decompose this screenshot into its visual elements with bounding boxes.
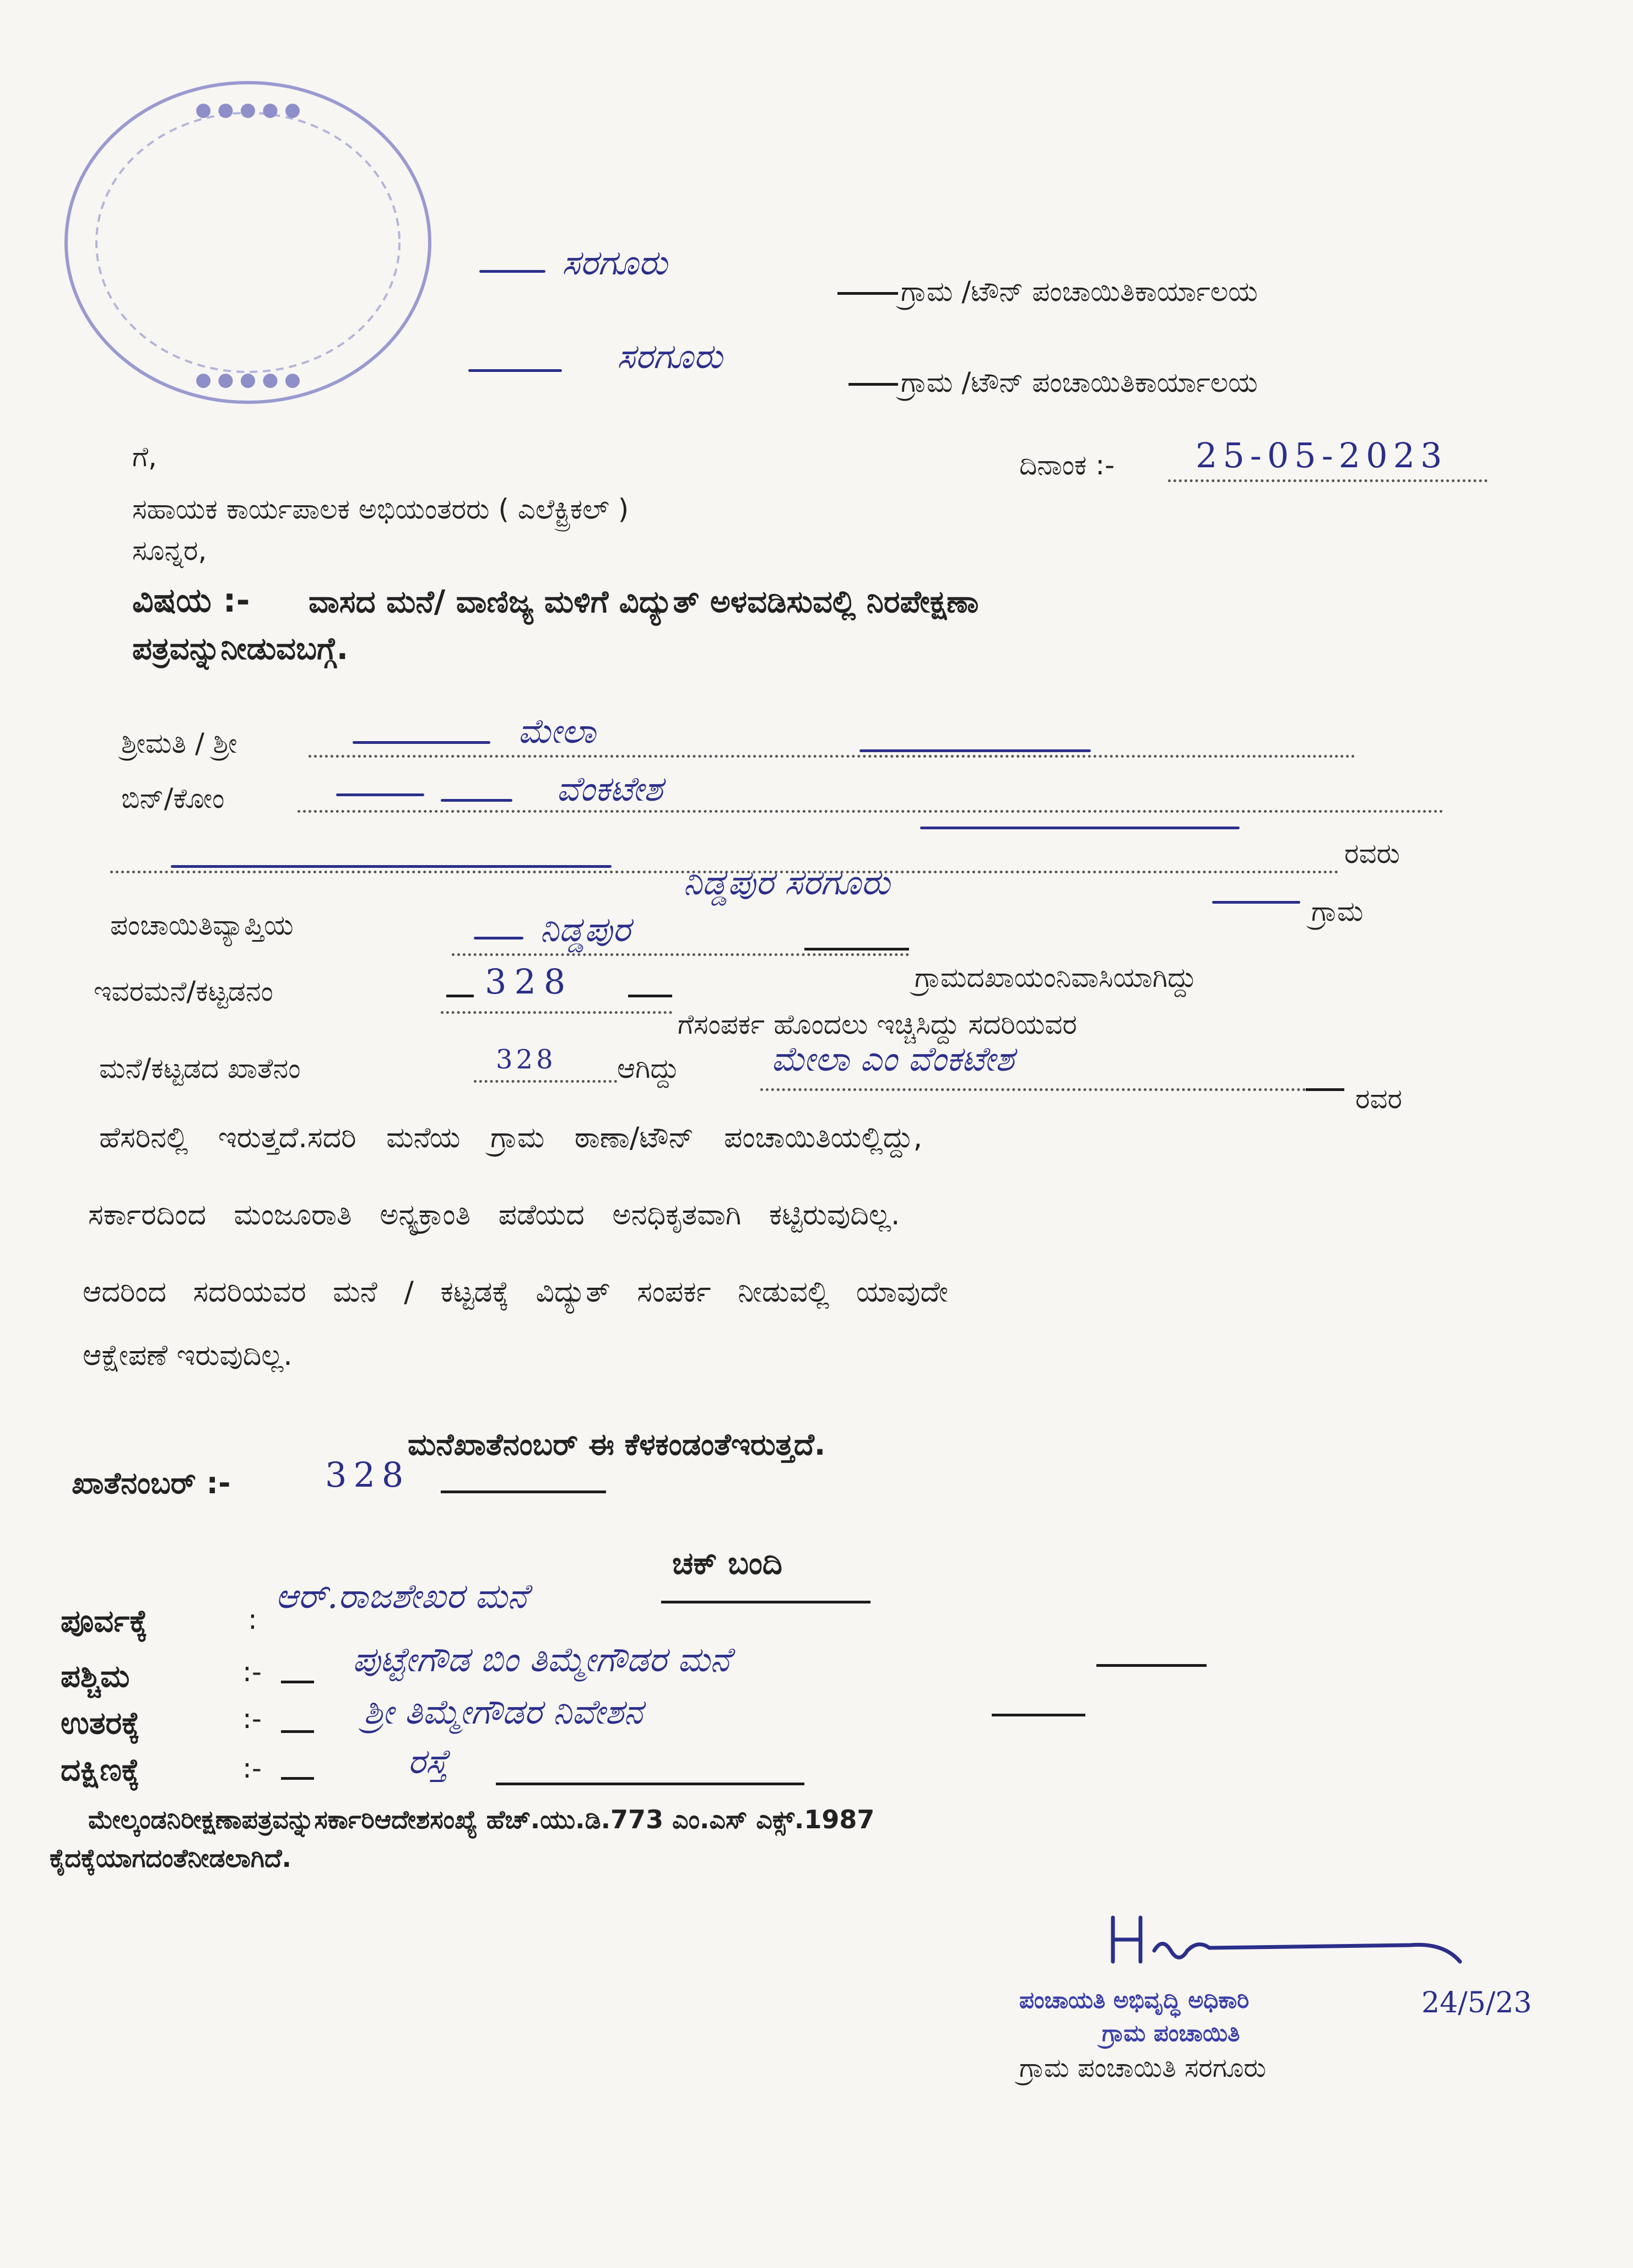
body-para-4: ಆಕ್ಷೇಪಣೆ ಇರುವುದಿಲ್ಲ. — [83, 1339, 293, 1372]
boundary-value-east: ಆರ್.ರಾಜಶೇಖರ ಮನೆ — [275, 1576, 528, 1616]
signature-stamp-location: ಗ್ರಾಮ ಪಂಚಾಯಿತಿ ಸರಗೂರು — [1019, 2053, 1267, 2083]
name-label: ಶ್ರೀಮತಿ / ಶ್ರೀ — [121, 727, 237, 759]
owner-value: ಮೇಲಾ ಎಂ ವೆಂಕಟೇಶ — [771, 1039, 1014, 1079]
boundary-label-south: ದಕ್ಷಿಣಕ್ಕೆ — [61, 1752, 140, 1788]
addressee-designation: ಸಹಾಯಕ ಕಾರ್ಯಪಾಲಕ ಅಭಿಯಂತರರು ( ಎಲೆಕ್ಟ್ರಿಕಲ್ ) — [132, 493, 629, 525]
boundary-label-north: ಉತರಕ್ಕೆ — [61, 1705, 140, 1741]
khata-number-value: 328 — [325, 1455, 410, 1495]
signature-stamp-office: ಗ್ರಾಮ ಪಂಚಾಯಿತಿ — [1102, 2019, 1240, 2046]
svg-text:● ● ● ● ●: ● ● ● ● ● — [195, 369, 301, 391]
father-label: ಬಿನ್/ಕೋಂ — [121, 782, 225, 814]
round-seal — [50, 66, 446, 419]
svg-text:● ● ● ● ●: ● ● ● ● ● — [195, 99, 301, 121]
house-value: 328 — [485, 962, 574, 1002]
khata-label: ಮನೆ/ಕಟ್ಟಡದ ಖಾತೆನಂ — [99, 1052, 301, 1084]
header-office-label-1: ಗ್ರಾಮ /ಟೌನ್ ಪಂಚಾಯಿತಿಕಾರ್ಯಾಲಯ — [901, 276, 1258, 307]
body-para-1: ಹೆಸರಿನಲ್ಲಿ ಇರುತ್ತದೆ.ಸದರಿ ಮನೆಯ ಗ್ರಾಮ ಠಾಣಾ/ಟೌನ್ ಪಂಚಾಯಿತಿಯಲ್ಲಿದ್ದು, — [99, 1121, 923, 1154]
connection-text: ಗೆಸಂಪರ್ಕ ಹೊಂದಲು ಇಚ್ಚಿಸಿದ್ದು ಸದರಿಯವರ — [678, 1008, 1077, 1040]
boundary-sep-south: :- — [242, 1752, 262, 1784]
footer-line-2: ಕೈದಕ್ಕೆಯಾಗದಂತೆನೀಡಲಾಗಿದೆ. — [50, 1843, 292, 1873]
header-office-label-2: ಗ್ರಾಮ /ಟೌನ್ ಪಂಚಾಯಿತಿಕಾರ್ಯಾಲಯ — [901, 366, 1258, 398]
signature — [1102, 1907, 1488, 1989]
boundary-sep-north: :- — [242, 1703, 262, 1735]
house-label: ಇವರಮನೆ/ಕಟ್ಟಡನಂ — [94, 975, 273, 1007]
signature-date: 24/5/23 — [1421, 1986, 1532, 2019]
body-para-2: ಸರ್ಕಾರದಿಂದ ಮಂಜೂರಾತಿ ಅನ್ಯಕ್ರಾಂತಿ ಪಡೆಯದ ಅನಧಿಕೃತವಾಗಿ ಕಟ್ಟಿರುವುದಿಲ್ಲ. — [88, 1198, 900, 1232]
subject-line-1: ವಾಸದ ಮನೆ/ ವಾಣಿಜ್ಯ ಮಳಿಗೆ ವಿದ್ಯುತ್ ಅಳವಡಿಸುವಲ್ಲಿ ನಿರಪೇಕ್ಷಣಾ — [309, 584, 979, 620]
father-value: ವೆಂಕಟೇಶ — [556, 769, 663, 809]
subject-label: ವಿಷಯ :- — [132, 581, 250, 620]
boundary-value-west: ಪುಟ್ಟೇಗೌಡ ಬಿಂ ತಿಮ್ಮೇಗೌಡರ ಮನೆ — [353, 1639, 731, 1680]
boundary-sep-west: :- — [242, 1656, 262, 1688]
date-value: 25-05-2023 — [1196, 435, 1448, 476]
khata-heading: ಮನೆಖಾತೆನಂಬರ್ ಈ ಕೆಳಕಂಡಂತೆಇರುತ್ತದೆ. — [408, 1427, 826, 1462]
boundary-sep-east: : — [248, 1603, 257, 1635]
agiddu-text: ಆಗಿದ್ದು — [617, 1052, 680, 1084]
body-para-3: ಆದರಿಂದ ಸದರಿಯವರ ಮನೆ / ಕಟ್ಟಡಕ್ಕೆ ವಿದ್ಯುತ್ ಸಂಪರ್ಕ ನೀಡುವಲ್ಲಿ ಯಾವುದೇ — [83, 1276, 948, 1309]
boundary-value-north: ಶ್ರೀ ತಿಮ್ಮೇಗೌಡರ ನಿವೇಶನ — [364, 1692, 643, 1732]
footer-line-1: ಮೇಲ್ಕಂಡನಿರೀಕ್ಷಣಾಪತ್ರವನ್ನುಸರ್ಕಾರಿಆದೇಶಸಂಖ್ಯೆ ಹೆಚ್.ಯು.ಡಿ.773 ಎಂ.ಎಸ್ ಎಕ್ಸ್.1987 — [88, 1805, 875, 1834]
boundary-label-west: ಪಶ್ಚಿಮ — [61, 1659, 130, 1694]
date-label: ದಿನಾಂಕ :- — [1019, 449, 1115, 481]
khata-number-label: ಖಾತೆನಂಬರ್ :- — [72, 1466, 231, 1500]
ravara-text: ರವರ — [1355, 1083, 1402, 1115]
boundaries-heading: ಚಕ್ ಬಂದಿ — [672, 1546, 782, 1581]
khata-value-inline: 328 — [496, 1044, 556, 1075]
subject-line-2: ಪತ್ರವನ್ನುನೀಡುವಬಗ್ಗೆ. — [132, 631, 348, 667]
header-office-name-1: ಸರಗೂರು — [562, 242, 668, 283]
panchayat-label: ಪಂಚಾಯಿತಿವ್ಯಾಪ್ತಿಯ — [110, 909, 294, 941]
name-value: ಮೇಲಾ — [518, 711, 596, 751]
boundary-value-south: ರಸ್ತೆ — [408, 1741, 448, 1781]
panchayat-value: ನಿಡ್ಡಪುರ — [540, 909, 631, 949]
addressee-to: ಗೆ, — [132, 441, 157, 473]
boundary-label-east: ಪೂರ್ವಕ್ಕೆ — [61, 1603, 148, 1639]
header-office-name-2: ಸರಗೂರು — [617, 336, 723, 376]
grama-text: ಗ್ರಾಮ — [1311, 895, 1364, 927]
signature-stamp-designation: ಪಂಚಾಯತಿ ಅಭಿವೃದ್ಧಿ ಅಧಿಕಾರಿ — [1019, 1986, 1250, 2013]
resident-text: ಗ್ರಾಮದಖಾಯಂನಿವಾಸಿಯಾಗಿದ್ದು — [915, 962, 1197, 993]
village-value: ನಿಡ್ಡಪುರ ಸರಗೂರು — [683, 862, 890, 903]
ravaru-text: ರವರು — [1344, 838, 1400, 870]
addressee-place: ಸೂನ್ನರ, — [132, 534, 207, 566]
